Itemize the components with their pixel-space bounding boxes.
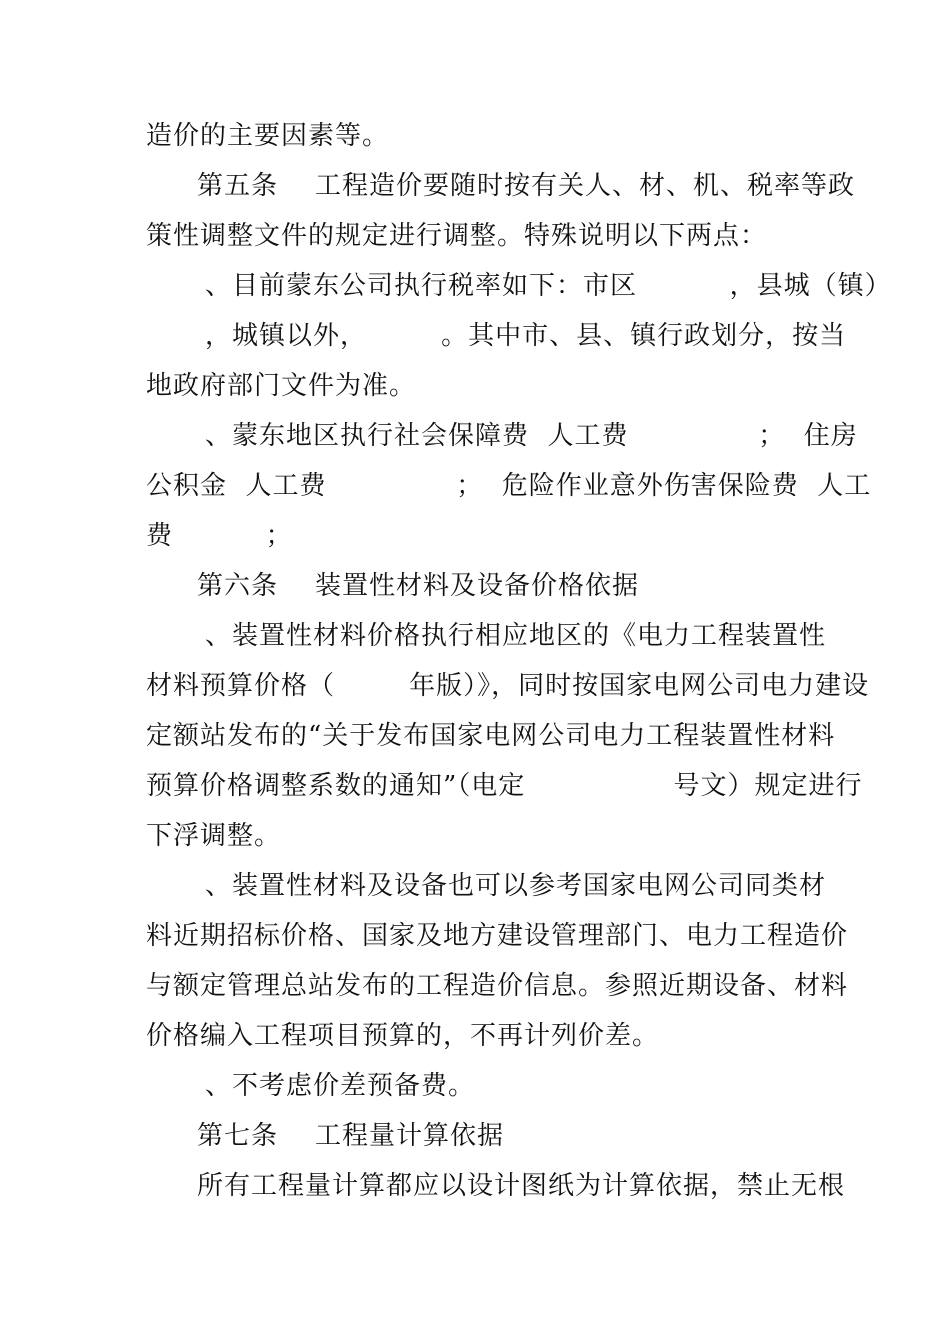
text-line: 定额站发布的“关于发布国家电网公司电力工程装置性材料 bbox=[146, 721, 836, 751]
text-line: 公积金 人工费 ； 危险作业意外伤害保险费 人工 bbox=[146, 471, 872, 501]
text-line: 预算价格调整系数的通知”（电定 号文）规定进行 bbox=[146, 771, 863, 801]
text-line: 造价的主要因素等。 bbox=[146, 121, 390, 151]
text-line: 所有工程量计算都应以设计图纸为计算依据，禁止无根 bbox=[197, 1171, 846, 1201]
text-line: 地政府部门文件为准。 bbox=[146, 371, 417, 401]
text-line: 策性调整文件的规定进行调整。特殊说明以下两点： bbox=[146, 221, 768, 251]
article-6-heading-line: 第六条 装置性材料及设备价格依据 bbox=[197, 571, 640, 601]
article-5-heading-line: 第五条 工程造价要随时按有关人、材、机、税率等政 bbox=[197, 171, 856, 201]
list-item-line: 、不考虑价差预备费。 bbox=[205, 1071, 476, 1101]
text-line: 价格编入工程项目预算的，不再计列价差。 bbox=[146, 1021, 660, 1051]
text-line: 费 ； bbox=[146, 521, 293, 551]
text-line: ，城镇以外， 。其中市、县、镇行政划分，按当 bbox=[205, 321, 847, 351]
list-item-line: 、目前蒙东公司执行税率如下：市区 ，县城（镇） bbox=[205, 271, 892, 301]
list-item-line: 、蒙东地区执行社会保障费 人工费 ； 住房 bbox=[205, 421, 858, 451]
text-line: 下浮调整。 bbox=[146, 821, 282, 851]
list-item-line: 、装置性材料及设备也可以参考国家电网公司同类材 bbox=[205, 871, 827, 901]
text-line: 料近期招标价格、国家及地方建设管理部门、电力工程造价 bbox=[146, 921, 849, 951]
list-item-line: 、装置性材料价格执行相应地区的《电力工程装置性 bbox=[205, 621, 827, 651]
text-line: 材料预算价格（ 年版）》，同时按国家电网公司电力建设 bbox=[146, 671, 870, 701]
article-7-heading-line: 第七条 工程量计算依据 bbox=[197, 1121, 505, 1151]
text-line: 与额定管理总站发布的工程造价信息。参照近期设备、材料 bbox=[146, 971, 849, 1001]
